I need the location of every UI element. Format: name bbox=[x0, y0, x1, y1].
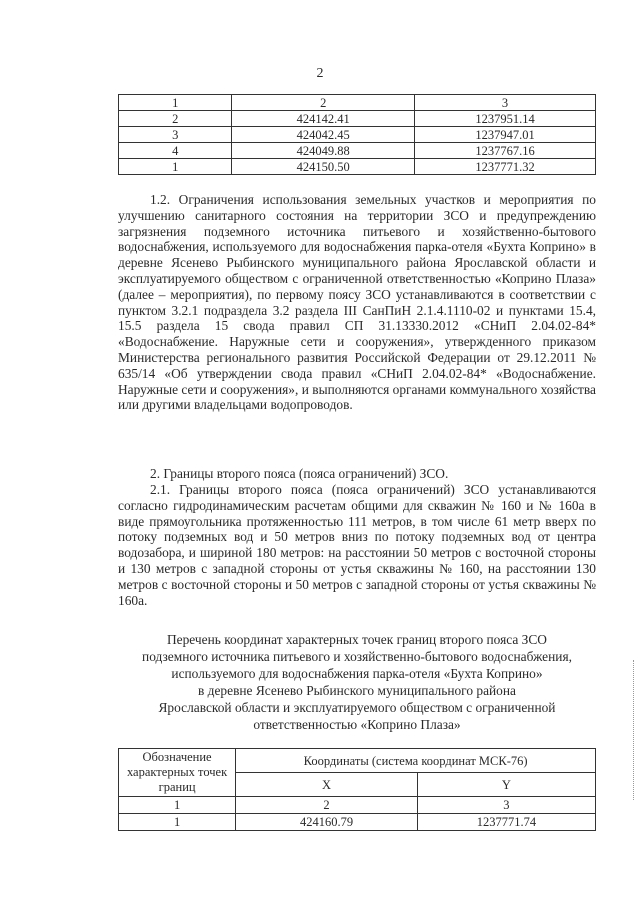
table-row bbox=[119, 143, 596, 159]
page-number: 2 bbox=[316, 66, 324, 81]
table-cell: 1237771.32 bbox=[415, 159, 596, 175]
title-line: используемого для водоснабжения парка-отеля «Бухта Коприно» bbox=[171, 666, 543, 681]
coordinates-table-second-belt bbox=[118, 748, 596, 831]
paragraph-text: 2. Границы второго пояса (пояса ограничений) ЗСО. bbox=[150, 466, 449, 481]
table-cell: 1237951.14 bbox=[415, 111, 596, 127]
title-line: ответственностью «Коприно Плаза» bbox=[253, 717, 461, 732]
table-header-cell: Координаты (система координат МСК-76) bbox=[236, 749, 596, 773]
table-cell: 424042.45 bbox=[232, 127, 415, 143]
title-line: подземного источника питьевого и хозяйственно-бытового водоснабжения, bbox=[142, 649, 572, 664]
table-cell: 2 bbox=[119, 111, 232, 127]
table-cell: 1 bbox=[119, 159, 232, 175]
table-cell: 4 bbox=[119, 143, 232, 159]
table-cell: 3 bbox=[119, 127, 232, 143]
table-row bbox=[119, 797, 596, 814]
title-line: Ярославской области и эксплуатируемого обществом с ограниченной bbox=[158, 700, 556, 715]
table-cell: 424142.41 bbox=[232, 111, 415, 127]
scan-edge-mark bbox=[633, 660, 638, 800]
table-cell: 1 bbox=[119, 797, 236, 814]
table-row bbox=[119, 814, 596, 831]
table-cell: 424150.50 bbox=[232, 159, 415, 175]
coordinates-list-title bbox=[118, 631, 596, 733]
table-cell: 1 bbox=[119, 814, 236, 831]
table-header-row bbox=[119, 95, 596, 111]
table-cell: 2 bbox=[236, 797, 418, 814]
table-cell: 2 bbox=[232, 95, 415, 111]
coordinates-table-first-belt bbox=[118, 94, 596, 175]
table-cell: 1237947.01 bbox=[415, 127, 596, 143]
table-cell: 1237767.16 bbox=[415, 143, 596, 159]
table-cell: 3 bbox=[417, 797, 595, 814]
paragraph-text: 1.2. Ограничения использования земельных участков и мероприятия по улучшению санитарного состояния на территории ЗСО и предупреждению загрязнения подземного источника питьевого и хозяйственно-бытового водоснабжения, используемого для водоснабжения парка-отеля «Бухта Коприно» в деревне Ясенево Рыбинского муниципального района Ярославской области и эксплуатируемого обществом с ограниченной ответственностью «Коприно Плаза» (далее – мероприятия), по первому поясу ЗСО устанавливаются в соответствии с пунктом 3.2.1 подраздела 3.2 раздела III СанПиН 2.1.4.1110-02 и пунктами 15.4, 15.5 раздела 15 свода правил СП 31.13330.2012 «СНиП 2.04.02-84* «Водоснабжение. Наружные сети и сооружения», утвержденного приказом Министерства регионального развития Российской Федерации от 29.12.2011 № 635/14 «Об утверждении свода правил «СНиП 2.04.02-84* «Водоснабжение. Наружные сети и сооружения», и выполняются органами коммунального хозяйства или другими владельцами водопроводов. bbox=[118, 192, 596, 413]
table-header-cell: X bbox=[236, 773, 418, 797]
paragraph-second-belt-bounds bbox=[118, 482, 596, 608]
paragraph-restrictions bbox=[118, 192, 596, 413]
table-cell: 1237771.74 bbox=[417, 814, 595, 831]
table-row bbox=[119, 159, 596, 175]
table-cell: 3 bbox=[415, 95, 596, 111]
title-line: в деревне Ясенево Рыбинского муниципального района bbox=[198, 683, 516, 698]
paragraph-text: 2.1. Границы второго пояса (пояса ограничений) ЗСО устанавливаются согласно гидродинамическим расчетам общими для скважин № 160 и № 160а в виде прямоугольника протяженностью 111 метров, в том числе 61 метр вверх по потоку подземных вод и 50 метров вниз по потоку подземных вод от центра водозабора, и шириной 180 метров: на расстоянии 50 метров с восточной стороны и 130 метров с западной стороны от устья скважины № 160, на расстоянии 130 метров с восточной стороны и 50 метров с западной стороны от устья скважины № 160а. bbox=[118, 482, 596, 608]
table-header-cell: Y bbox=[417, 773, 595, 797]
table-cell: 424160.79 bbox=[236, 814, 418, 831]
table-row bbox=[119, 127, 596, 143]
table-header-row bbox=[119, 749, 596, 773]
section-heading-second-belt bbox=[118, 466, 596, 482]
table-header-cell: Обозначение характерных точек границ bbox=[119, 749, 236, 797]
title-line: Перечень координат характерных точек границ второго пояса ЗСО bbox=[167, 632, 547, 647]
table-row bbox=[119, 111, 596, 127]
table-cell: 424049.88 bbox=[232, 143, 415, 159]
table-cell: 1 bbox=[119, 95, 232, 111]
